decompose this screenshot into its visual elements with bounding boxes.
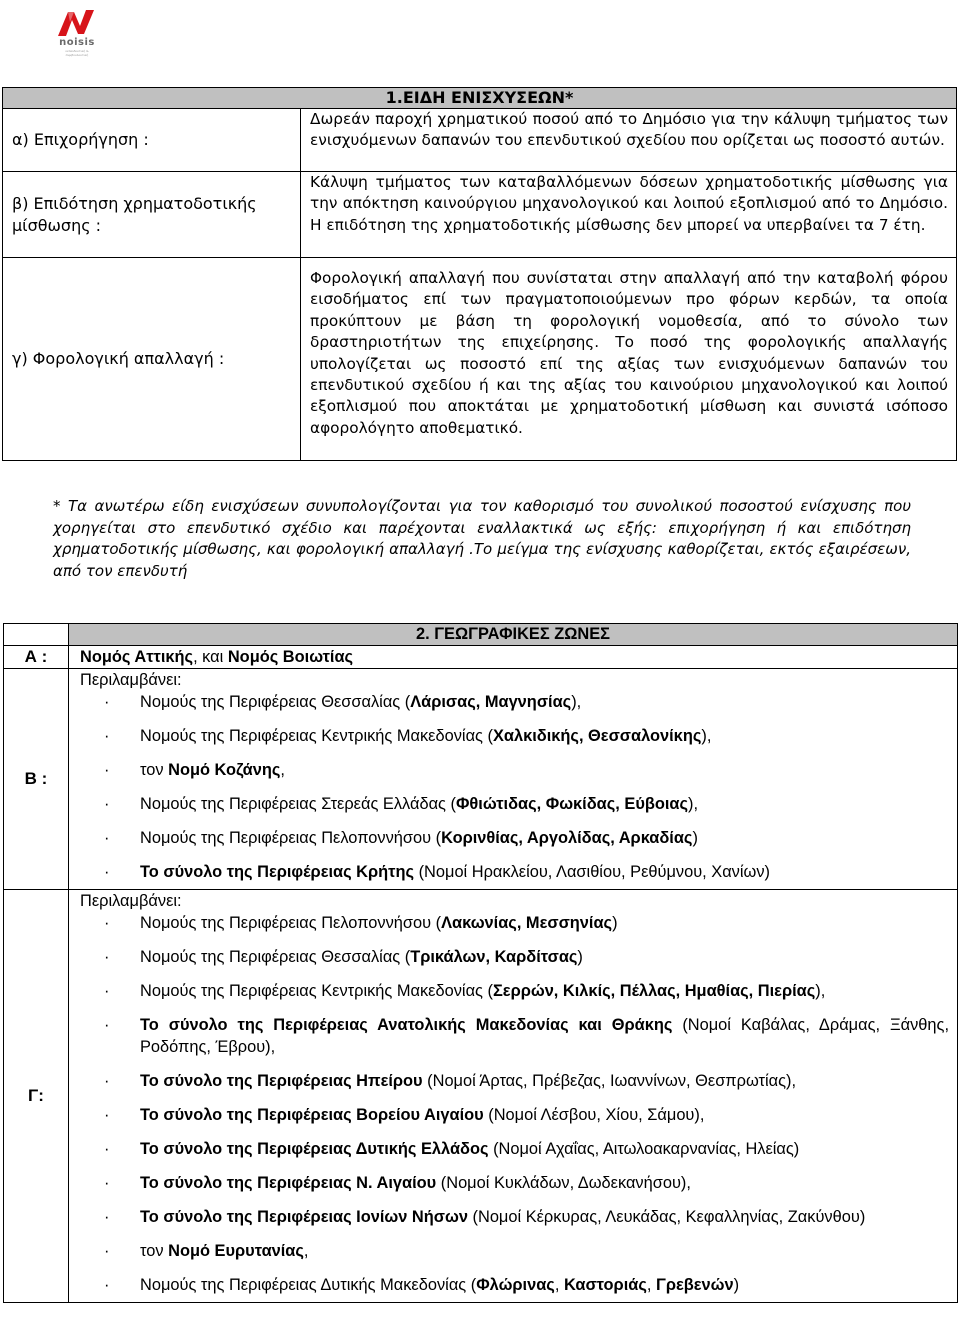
table-header-row	[4, 624, 958, 646]
item-text: )	[612, 914, 618, 932]
item-text: ,	[280, 761, 285, 779]
item-bold-text: Νομό Κοζάνης	[168, 761, 281, 779]
bullet-icon: ·	[104, 1072, 110, 1090]
item-text: Νομούς της Περιφέρειας Κεντρικής Μακεδονίας (	[140, 982, 493, 1000]
item-bold-text: Το σύνολο της Περιφέρειας Ιονίων Νήσων	[140, 1208, 468, 1226]
zone-label: Β :	[4, 669, 69, 890]
item-bold-text: Νομό Ευρυτανίας	[168, 1242, 304, 1260]
section-title-aid-types: 1.ΕΙΔΗ ΕΝΙΣΧΥΣΕΩΝ*	[3, 88, 957, 109]
item-text: )	[577, 948, 583, 966]
item-text: (Νομοί Κέρκυρας, Λευκάδας, Κεφαλληνίας, Ζακύνθου)	[467, 1208, 866, 1226]
row-label: α) Επιχορήγηση :	[3, 109, 301, 172]
header-empty-cell	[4, 624, 69, 646]
item-text: ),	[701, 727, 712, 745]
list-item	[80, 980, 949, 1002]
logo-name: noisis	[59, 37, 95, 48]
list-item	[80, 1206, 949, 1228]
item-text: ),	[688, 795, 699, 813]
item-text: (Νομοί Αχαΐας, Αιτωλοακαρνανίας, Ηλείας)	[488, 1140, 800, 1158]
list-item	[80, 912, 949, 934]
list-item	[80, 1014, 949, 1058]
bullet-icon: ·	[104, 982, 110, 1000]
list-item	[80, 691, 949, 713]
zone-row-a	[4, 646, 958, 669]
bullet-icon: ·	[104, 829, 110, 847]
item-text: Νομούς της Περιφέρειας Πελοποννήσου (	[140, 829, 442, 847]
item-bold-text: Λάρισας, Μαγνησίας	[410, 693, 572, 711]
list-item	[80, 827, 949, 849]
zone-a-region-2: Νομός Βοιωτίας	[227, 648, 354, 666]
item-text: τον	[140, 1242, 169, 1260]
list-item	[80, 1172, 949, 1194]
item-text: Νομούς της Περιφέρειας Κεντρικής Μακεδονίας (	[140, 727, 493, 745]
item-text: (Νομοί Ηρακλείου, Λασιθίου, Ρεθύμνου, Χανίων)	[414, 863, 770, 881]
item-text: Νομούς της Περιφέρειας Πελοποννήσου (	[140, 914, 442, 932]
list-item	[80, 1138, 949, 1160]
item-bold-text: Καστοριάς	[563, 1276, 647, 1294]
table-row	[3, 258, 957, 461]
zone-content	[69, 890, 958, 1303]
bullet-icon: ·	[104, 795, 110, 813]
item-bold-text: Το σύνολο της Περιφέρειας Δυτικής Ελλάδος	[140, 1140, 489, 1158]
bullet-icon: ·	[104, 914, 110, 932]
bullet-icon: ·	[104, 693, 110, 711]
zone-label: Γ:	[4, 890, 69, 1303]
list-item	[80, 1274, 949, 1296]
item-text: ,	[303, 1242, 309, 1260]
bullet-icon: ·	[104, 1016, 110, 1034]
item-bold-text: Τρικάλων, Καρδίτσας	[410, 948, 578, 966]
row-description: Φορολογική απαλλαγή που συνίσταται στην απαλλαγή από την καταβολή φόρου εισοδήματος επί των πραγματοποιούμενων προ φόρων κερδών, τα οποία προκύπτουν με βάση τη φορολογική νομοθεσία, από το σύνολο των δραστηριοτήτων της επιχείρησης. Το ποσό της φορολογικής απαλλαγής υπολογίζεται ως ποσοστό επί της αξίας των ενισχυόμενων δαπανών του επενδυτικού σχεδίου ή και της αξίας του καινούριου μηχανολογικού και λοιπού εξοπλισμού που αποκτάται με χρηματοδοτική μίσθωση και συνιστά ισόποσο αφορολόγητο αποθεματικό.	[301, 258, 957, 461]
list-item	[80, 1070, 949, 1092]
includes-label: Περιλαμβάνει:	[80, 892, 182, 910]
item-text: Νομούς της Περιφέρειας Δυτικής Μακεδονίας (	[140, 1276, 477, 1294]
list-item	[80, 1240, 949, 1262]
item-text: (Νομοί Λέσβου, Χίου, Σάμου),	[483, 1106, 705, 1124]
item-text: ),	[571, 693, 582, 711]
item-bold-text: Φλώρινας	[476, 1276, 555, 1294]
table-row	[3, 172, 957, 258]
item-text: (Νομοί Άρτας, Πρέβεζας, Ιωαννίνων, Θεσπρωτίας),	[422, 1072, 797, 1090]
zone-row-b	[4, 669, 958, 890]
row-description: Κάλυψη τμήματος των καταβαλλόμενων δόσεων χρηματοδοτικής μίσθωσης για την απόκτηση καινούργιου μηχανολογικού και λοιπού εξοπλισμού από το Δημόσιο. Η επιδότηση της χρηματοδοτικής μίσθωσης δεν μπορεί να υπερβαίνει τα 7 έτη.	[301, 172, 957, 258]
item-text: (Νομοί Καβάλας, Δράμας, Ξάνθης, Ροδόπης, Έβρου),	[140, 1016, 949, 1056]
bullet-icon: ·	[104, 1106, 110, 1124]
zone-a-connector: , και	[193, 648, 228, 666]
item-text: (Νομοί Κυκλάδων, Δωδεκανήσου),	[436, 1174, 691, 1192]
list-item	[80, 946, 949, 968]
item-text: )	[733, 1276, 740, 1294]
table-row	[3, 109, 957, 172]
bullet-icon: ·	[104, 1242, 110, 1260]
zone-content	[69, 646, 958, 669]
list-item	[80, 793, 949, 815]
bullet-icon: ·	[104, 948, 110, 966]
item-text: )	[692, 829, 698, 847]
item-bold-text: Σερρών, Κιλκίς, Πέλλας, Ημαθίας, Πιερίας	[492, 982, 816, 1000]
zone-label: Α :	[4, 646, 69, 669]
item-bold-text: Λακωνίας, Μεσσηνίας	[441, 914, 613, 932]
item-text: Νομούς της Περιφέρειας Στερεάς Ελλάδας (	[140, 795, 456, 813]
item-text: ,	[554, 1276, 564, 1294]
geographic-zones-table	[3, 623, 958, 1303]
list-item	[80, 1104, 949, 1126]
item-bold-text: Το σύνολο της Περιφέρειας Ηπείρου	[140, 1072, 423, 1090]
noisis-logo	[54, 6, 100, 57]
table-header-row	[3, 88, 957, 109]
bullet-icon: ·	[104, 1276, 110, 1294]
zone-content	[69, 669, 958, 890]
item-text: ),	[815, 982, 826, 1000]
item-text: Νομούς της Περιφέρειας Θεσσαλίας (	[140, 948, 411, 966]
item-bold-text: Το σύνολο της Περιφέρειας Βορείου Αιγαίου	[140, 1106, 484, 1124]
zone-row-c	[4, 890, 958, 1303]
item-bold-text: Γρεβενών	[655, 1276, 734, 1294]
item-bold-text: Κορινθίας, Αργολίδας, Αρκαδίας	[441, 829, 693, 847]
bullet-icon: ·	[104, 1208, 110, 1226]
list-item	[80, 759, 949, 781]
section-title-zones: 2. ΓΕΩΓΡΑΦΙΚΕΣ ΖΩΝΕΣ	[69, 624, 958, 646]
row-label: β) Επιδότηση χρηματοδοτικής μίσθωσης :	[3, 172, 301, 258]
includes-label: Περιλαμβάνει:	[80, 671, 182, 689]
item-bold-text: Το σύνολο της Περιφέρειας Ν. Αιγαίου	[140, 1174, 437, 1192]
row-description: Δωρεάν παροχή χρηματικού ποσού από το Δημόσιο για την κάλυψη τμήματος των ενισχυόμενων δαπανών του επενδυτικού σχεδίου που ορίζεται ως ποσοστό αυτών.	[301, 109, 957, 172]
bullet-icon: ·	[104, 863, 110, 881]
item-bold-text: Το σύνολο της Περιφέρειας Κρήτης	[140, 863, 415, 881]
item-text: Νομούς της Περιφέρειας Θεσσαλίας (	[140, 693, 411, 711]
aid-types-table	[2, 87, 957, 461]
item-bold-text: Χαλκιδικής, Θεσσαλονίκης	[492, 727, 702, 745]
footnote: * Τα ανωτέρω είδη ενισχύσεων συνυπολογίζονται για τον καθορισμό του συνολικού ποσοστού ενίσχυσης που χορηγείται στο επενδυτικό σχέδιο και παρέχονται εναλλακτικά ως εξής: επιχορήγηση ή και επιδότηση χρηματοδοτικής μίσθωσης, και φορολογική απαλλαγή .Το μείγμα της ενίσχυσης καθορίζεται, εκτός εξαιρέσεων, από τον επενδυτή	[53, 497, 911, 580]
item-bold-text: Το σύνολο της Περιφέρειας Ανατολικής Μακεδονίας και Θράκης	[140, 1016, 673, 1034]
bullet-icon: ·	[104, 761, 110, 779]
row-label: γ) Φορολογική απαλλαγή :	[3, 258, 301, 461]
zone-a-region-1: Νομός Αττικής	[80, 648, 194, 666]
list-item	[80, 725, 949, 747]
bullet-icon: ·	[104, 1174, 110, 1192]
bullet-icon: ·	[104, 1140, 110, 1158]
logo-subtitle: εκπαιδευτική & συμβουλευτική	[65, 49, 89, 57]
item-bold-text: Φθιώτιδας, Φωκίδας, Εύβοιας	[455, 795, 689, 813]
list-item	[80, 861, 949, 883]
item-text: ,	[646, 1276, 656, 1294]
bullet-icon: ·	[104, 727, 110, 745]
logo-mark-icon	[54, 6, 100, 38]
item-text: τον	[140, 761, 169, 779]
